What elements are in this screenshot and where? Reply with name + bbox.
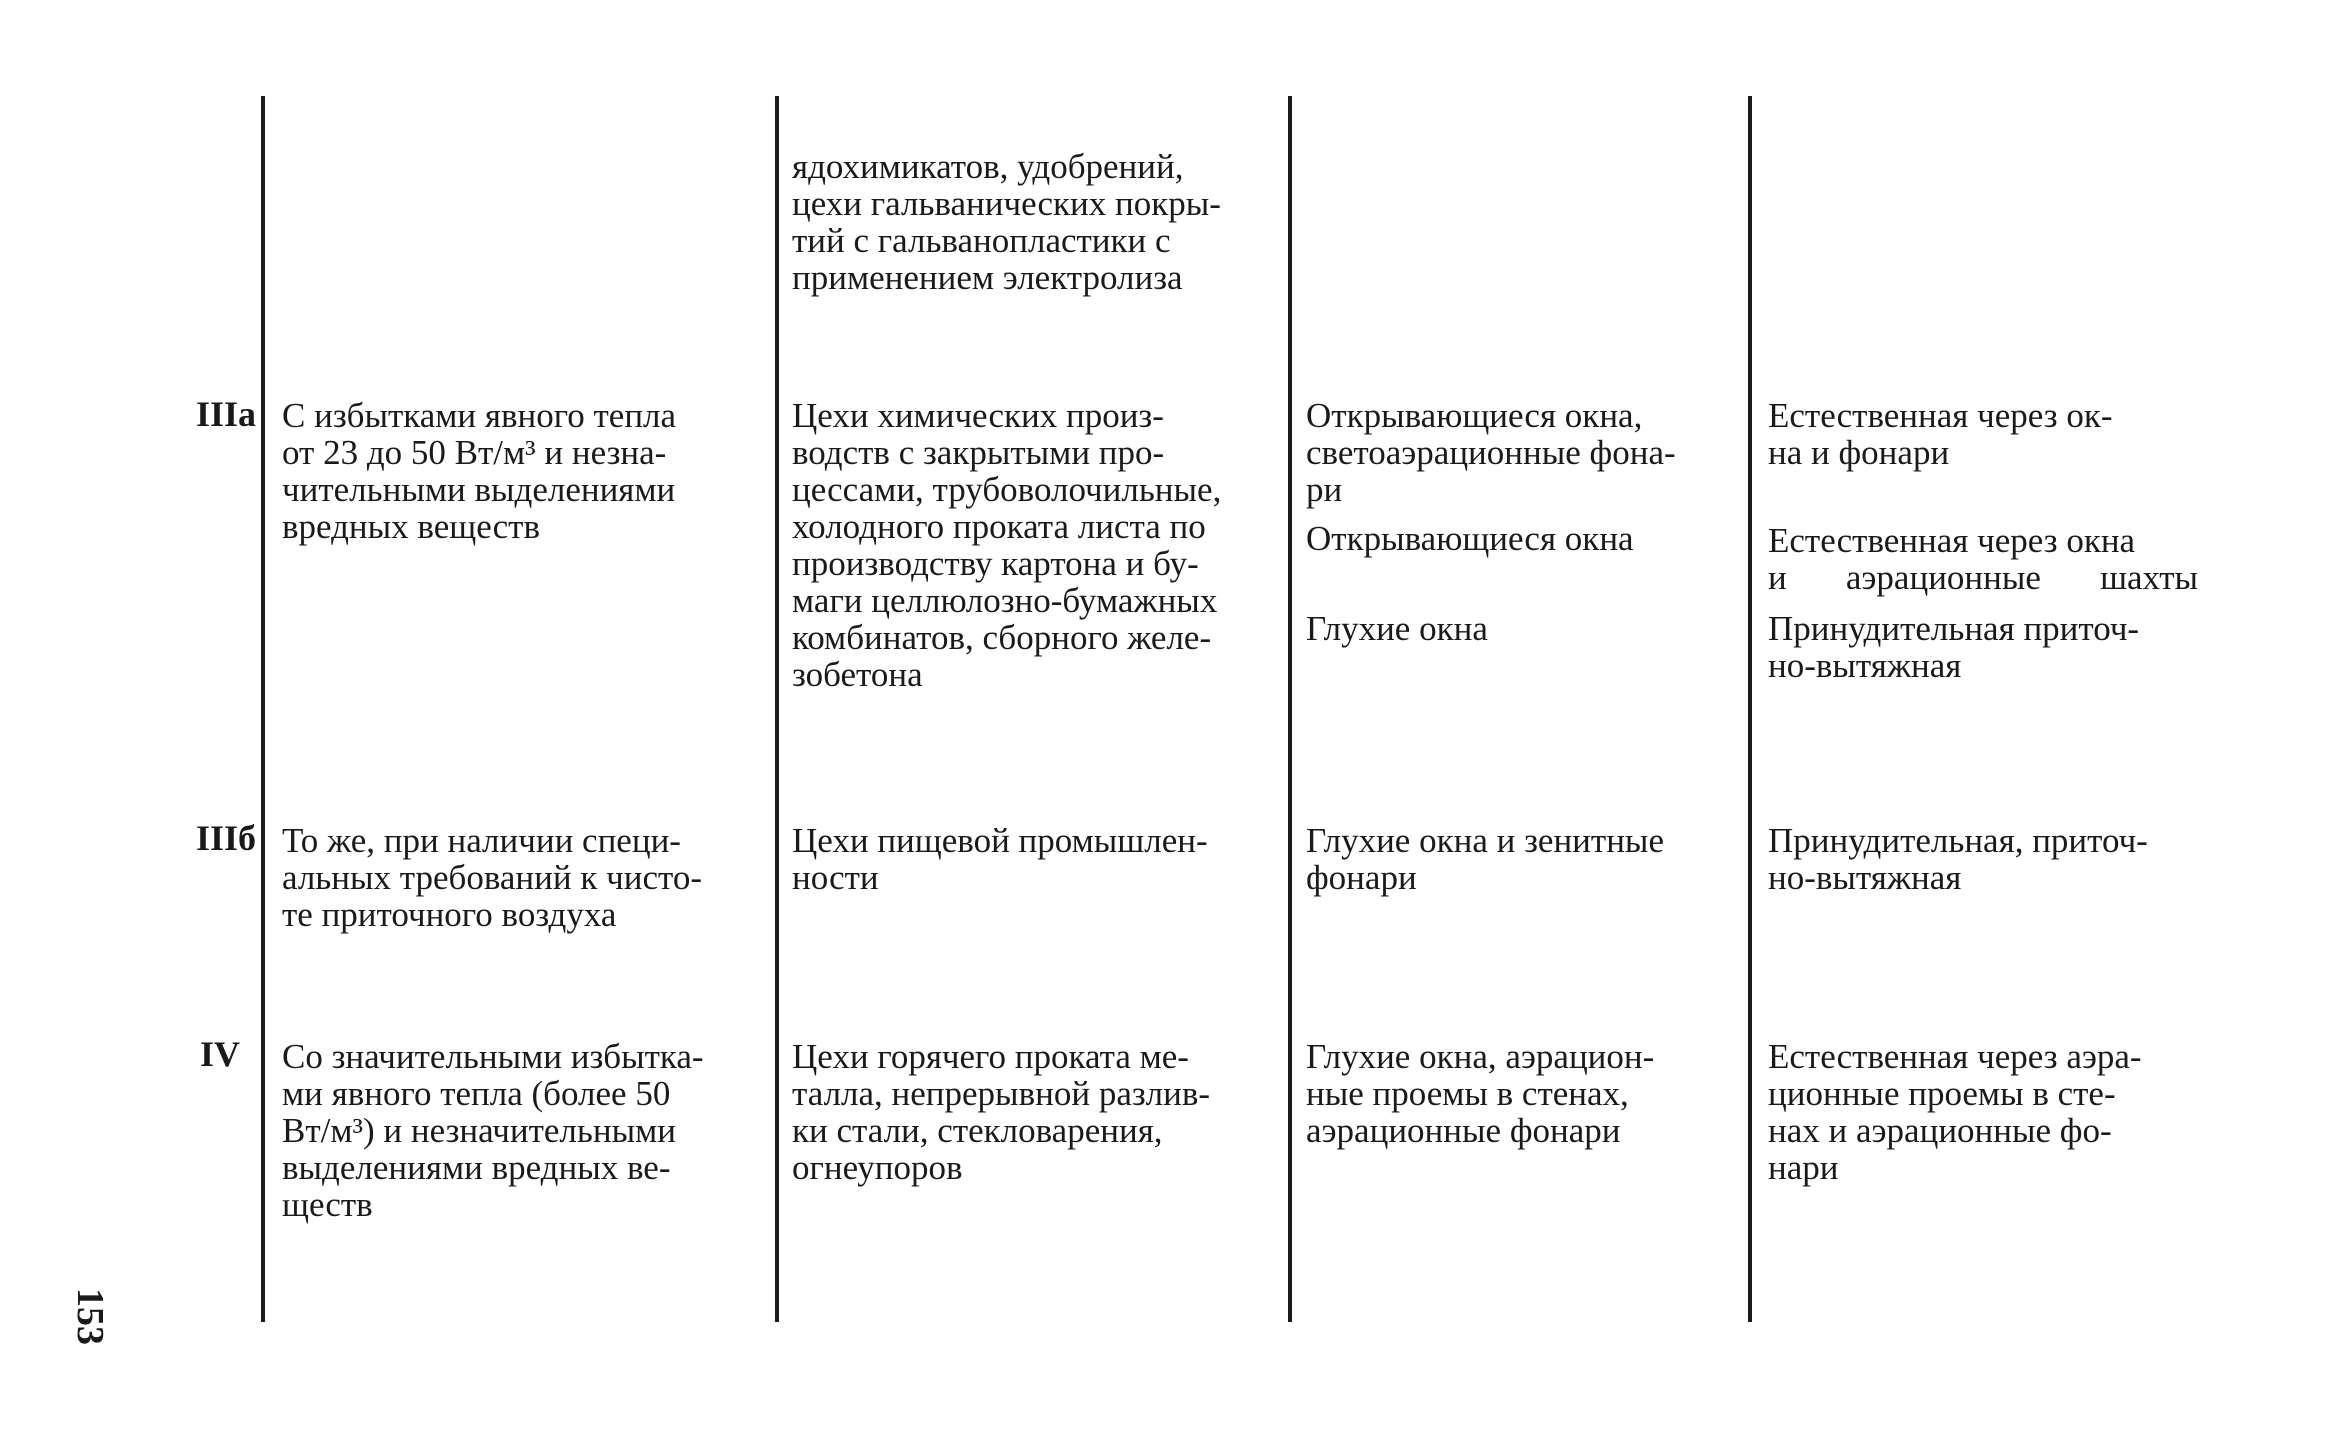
row2-col1-text: То же, при наличии специ- альных требований к чисто- те приточного воздуха xyxy=(282,821,702,934)
row1-col2-text: Цехи химических произ- водств с закрытыми про- цессами, трубоволочильные, холодного проката листа по производству картона и бу- маги целлюлозно-бумажных комбинатов, сборного желе- зобетона xyxy=(792,396,1222,694)
row1-col4a-text: Естественная через ок- на и фонари xyxy=(1768,396,2113,472)
row3-col3-text: Глухие окна, аэрацион- ные проемы в стенах, аэрационные фонари xyxy=(1306,1037,1655,1150)
table-rule-left xyxy=(261,96,265,1322)
category-label: IIIб xyxy=(196,818,257,858)
table-rule-2 xyxy=(775,96,779,1322)
category-label: IV xyxy=(200,1034,241,1074)
row2-col3-text: Глухие окна и зенитные фонари xyxy=(1306,821,1664,897)
row1-col3a-text: Открывающиеся окна, светоаэрационные фона- ри xyxy=(1306,396,1676,509)
row3-col2-text: Цехи горячего проката ме- талла, непрерывной разлив- ки стали, стекловарения, огнеупоров xyxy=(792,1037,1211,1187)
table-rule-4 xyxy=(1748,96,1752,1322)
row2-col2-text: Цехи пищевой промышлен- ности xyxy=(792,821,1208,897)
table-rule-3 xyxy=(1288,96,1292,1322)
row1-col3c-text: Глухие окна xyxy=(1306,609,1488,648)
row3-col4-text: Естественная через аэра- ционные проемы в сте- нах и аэрационные фо- нари xyxy=(1768,1037,2142,1187)
row1-col4c-text: Принудительная приточ- но-вытяжная xyxy=(1768,609,2140,685)
page-number: 153 xyxy=(69,1288,111,1345)
row1-col4b-text: Естественная через окна и аэрационные шахты xyxy=(1768,521,2198,597)
row1-col3b-text: Открывающиеся окна xyxy=(1306,519,1634,558)
row3-col1-text: Со значительными избытка- ми явного тепла (более 50 Вт/м³) и незначительными выделениями вредных ве- ществ xyxy=(282,1037,704,1224)
category-label: IIIа xyxy=(196,394,257,434)
row1-col1-text: С избытками явного тепла от 23 до 50 Вт/м³ и незна- чительными выделениями вредных веществ xyxy=(282,396,677,546)
row2-col4-text: Принудительная, приточ- но-вытяжная xyxy=(1768,821,2148,897)
row0-col2-text: ядохимикатов, удобрений, цехи гальванических покры- тий с гальванопластики с применением электролиза xyxy=(792,147,1221,297)
